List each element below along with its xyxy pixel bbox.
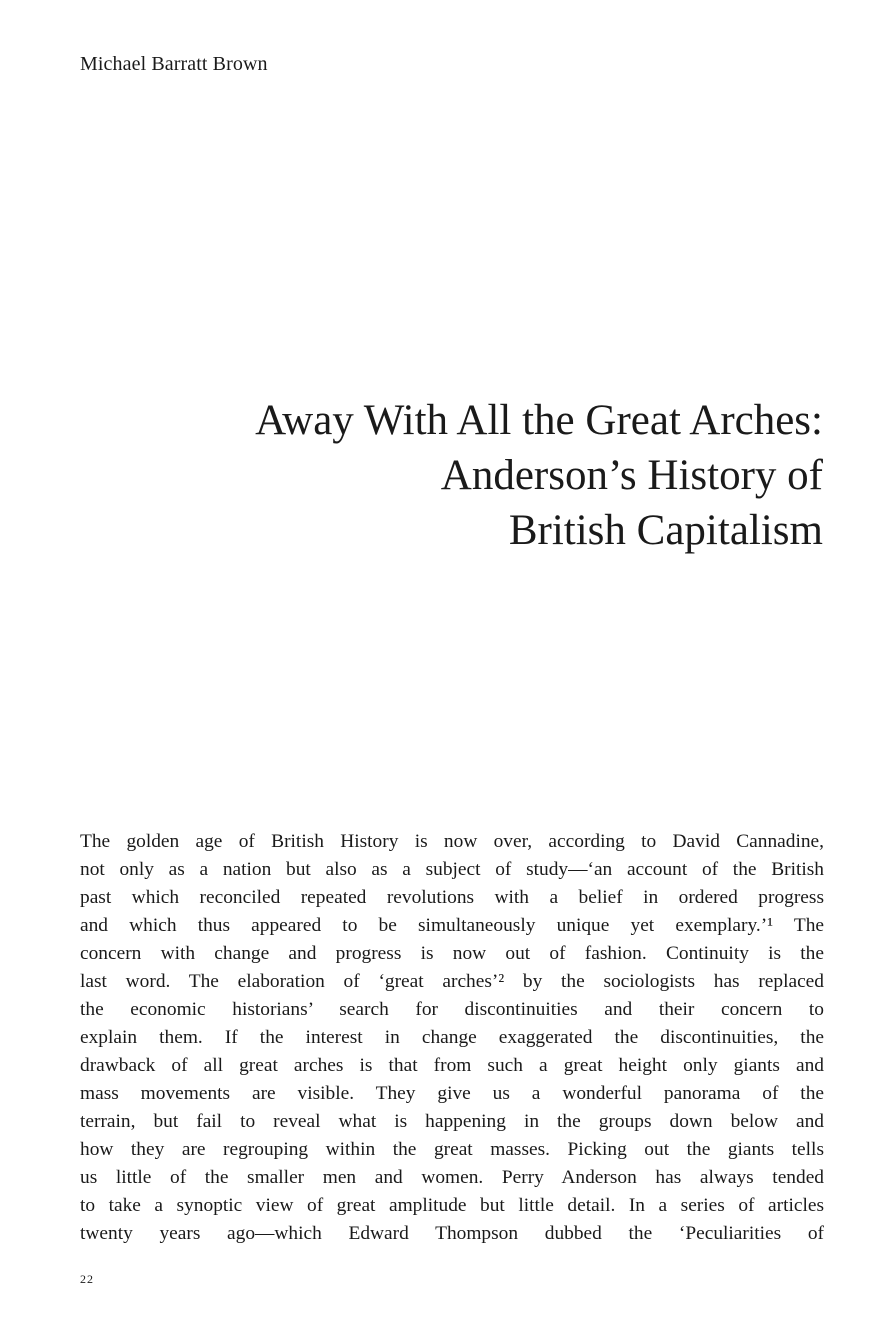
- body-line: mass movements are visible. They give us a wonderful panorama of the: [80, 1083, 824, 1104]
- body-line: and which thus appeared to be simultaneously unique yet exemplary.’¹ The: [80, 915, 824, 936]
- body-line: us little of the smaller men and women. Perry Anderson has always tended: [80, 1167, 824, 1188]
- body-line: the economic historians’ search for discontinuities and their concern to: [80, 999, 824, 1020]
- body-line: concern with change and progress is now out of fashion. Continuity is the: [80, 943, 824, 964]
- body-line: not only as a nation but also as a subject of study—‘an account of the British: [80, 859, 824, 880]
- article-title-line: Anderson’s History of: [440, 452, 823, 499]
- article-title: [150, 393, 823, 558]
- article-title-line: Away With All the Great Arches:: [255, 397, 823, 444]
- body-line: twenty years ago—which Edward Thompson dubbed the ‘Peculiarities of: [80, 1223, 824, 1244]
- body-line: drawback of all great arches is that from such a great height only giants and: [80, 1055, 824, 1076]
- body-line: explain them. If the interest in change exaggerated the discontinuities, the: [80, 1027, 824, 1048]
- running-header-author: Michael Barratt Brown: [80, 53, 268, 75]
- page-number: 22: [80, 1272, 94, 1286]
- body-line: The golden age of British History is now over, according to David Cannadine,: [80, 831, 824, 852]
- article-title-line: British Capitalism: [508, 507, 823, 554]
- body-line: past which reconciled repeated revolutions with a belief in ordered progress: [80, 887, 824, 908]
- body-line: to take a synoptic view of great amplitude but little detail. In a series of articles: [80, 1195, 824, 1216]
- body-paragraph: [80, 828, 824, 1248]
- body-line: terrain, but fail to reveal what is happening in the groups down below and: [80, 1111, 824, 1132]
- body-line: last word. The elaboration of ‘great arches’² by the sociologists has replaced: [80, 971, 824, 992]
- body-line: how they are regrouping within the great masses. Picking out the giants tells: [80, 1139, 824, 1160]
